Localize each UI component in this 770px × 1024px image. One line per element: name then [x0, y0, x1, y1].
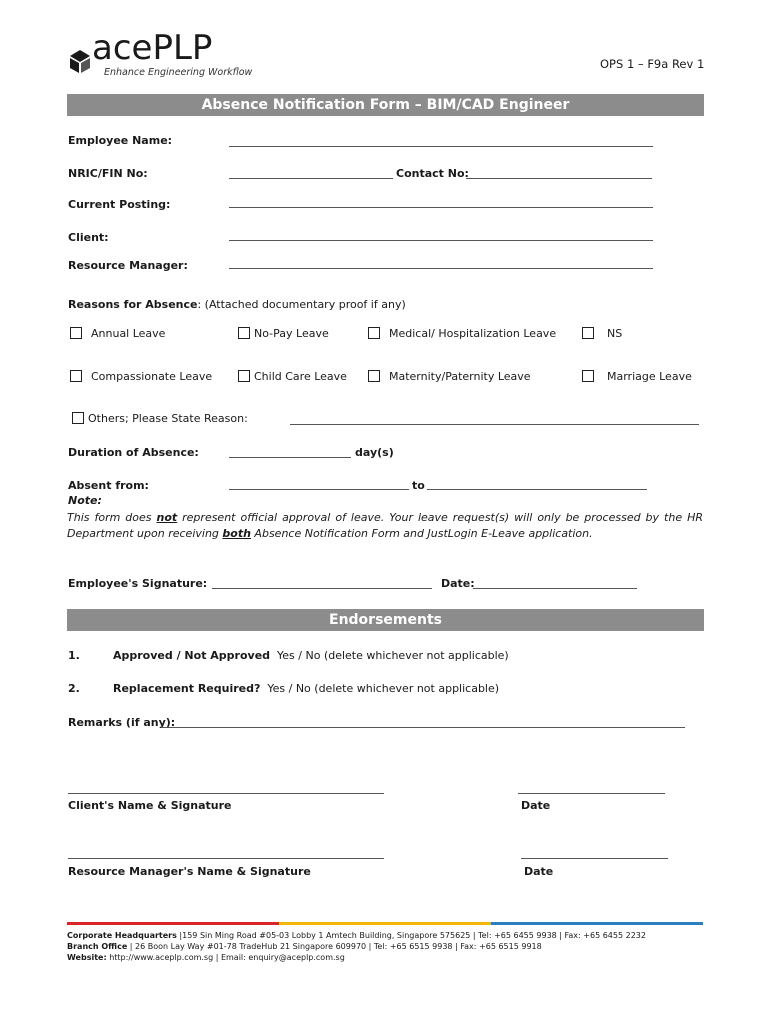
footer-stripe-blue	[491, 922, 703, 925]
nric-label: NRIC/FIN No:	[68, 167, 148, 180]
footer-branch-text: | 26 Boon Lay Way #01-78 TradeHub 21 Singapore 609970 | Tel: +65 6515 9938 | Fax: +65 6515 9918	[127, 942, 542, 951]
doc-code: OPS 1 – F9a Rev 1	[600, 57, 705, 71]
nric-field[interactable]	[229, 178, 393, 179]
footer-website-text: http://www.aceplp.com.sg | Email: enquiry@aceplp.com.sg	[106, 953, 345, 962]
note-part2: represent official approval of leave. Your leave request(s) will only be processed by the HR Department upon receiving	[67, 511, 703, 540]
footer-stripe-red	[67, 922, 279, 925]
reasons-label: Reasons for Absence	[68, 298, 198, 311]
note-part3: Absence Notification Form and JustLogin E-Leave application.	[250, 527, 593, 540]
footer-website-label: Website:	[67, 953, 107, 962]
remarks-field[interactable]	[161, 727, 685, 728]
logo-text: acePLP	[92, 28, 213, 68]
endorsements-title-bar: Endorsements	[67, 609, 704, 631]
footer-stripe	[67, 922, 703, 925]
days-suffix: day(s)	[355, 446, 394, 459]
medical-leave-label: Medical/ Hospitalization Leave	[389, 327, 557, 340]
reasons-hint: : (Attached documentary proof if any)	[197, 298, 406, 311]
nopay-leave-checkbox[interactable]	[238, 327, 250, 339]
client-date-label: Date	[521, 799, 551, 812]
note-text	[67, 510, 703, 542]
absent-from-field[interactable]	[229, 489, 409, 490]
absent-to-field[interactable]	[427, 489, 647, 490]
marriage-leave-label: Marriage Leave	[607, 370, 692, 383]
approved-hint: Yes / No (delete whichever not applicable)	[277, 649, 509, 662]
compassionate-leave-label: Compassionate Leave	[91, 370, 213, 383]
maternity-leave-checkbox[interactable]	[368, 370, 380, 382]
remarks-label: Remarks (if any):	[68, 716, 176, 729]
others-label: Others; Please State Reason:	[88, 412, 248, 425]
endorse-item2	[113, 682, 499, 695]
client-label: Client:	[68, 231, 109, 244]
annual-leave-label: Annual Leave	[91, 327, 166, 340]
posting-field[interactable]	[229, 207, 653, 208]
employee-signature-field[interactable]	[212, 588, 432, 589]
client-signature-label: Client's Name & Signature	[68, 799, 232, 812]
client-date-field[interactable]	[518, 793, 665, 794]
contact-field[interactable]	[466, 178, 652, 179]
duration-label: Duration of Absence:	[68, 446, 199, 459]
employee-name-field[interactable]	[229, 146, 653, 147]
note-not: not	[156, 511, 178, 524]
rm-date-field[interactable]	[521, 858, 668, 859]
replacement-hint: Yes / No (delete whichever not applicable)	[267, 682, 500, 695]
replacement-label: Replacement Required?	[113, 682, 261, 695]
note-both: both	[222, 527, 251, 540]
annual-leave-checkbox[interactable]	[70, 327, 82, 339]
others-checkbox[interactable]	[72, 412, 84, 424]
footer-branch-label: Branch Office	[67, 942, 128, 951]
others-reason-field[interactable]	[290, 424, 699, 425]
logo-tagline: Enhance Engineering Workflow	[104, 67, 253, 78]
note-label: Note:	[68, 494, 102, 507]
posting-label: Current Posting:	[68, 198, 171, 211]
client-signature-field[interactable]	[68, 793, 384, 794]
footer-hq	[67, 931, 646, 940]
footer-hq-text: |159 Sin Ming Road #05-03 Lobby 1 Amtech Building, Singapore 575625 | Tel: +65 6455 9938 | Fax: +65 6455 2232	[176, 931, 646, 940]
duration-field[interactable]	[229, 457, 351, 458]
endorse-item1	[113, 649, 509, 662]
medical-leave-checkbox[interactable]	[368, 327, 380, 339]
footer-branch	[67, 942, 542, 951]
footer-website	[67, 953, 345, 962]
ns-label: NS	[607, 327, 623, 340]
employee-signature-label: Employee's Signature:	[68, 577, 208, 590]
reasons-heading	[68, 298, 406, 311]
contact-label: Contact No:	[396, 167, 469, 180]
client-field[interactable]	[229, 240, 653, 241]
resource-manager-label: Resource Manager:	[68, 259, 188, 272]
footer-hq-label: Corporate Headquarters	[67, 931, 177, 940]
absent-from-label: Absent from:	[68, 479, 149, 492]
note-part1: This form does	[67, 511, 157, 524]
form-title-bar: Absence Notification Form – BIM/CAD Engineer	[67, 94, 704, 116]
rm-signature-field[interactable]	[68, 858, 384, 859]
signature-date-field[interactable]	[473, 588, 637, 589]
maternity-leave-label: Maternity/Paternity Leave	[389, 370, 531, 383]
employee-name-label: Employee Name:	[68, 134, 173, 147]
endorse-item2-num: 2.	[68, 682, 80, 695]
to-label: to	[412, 479, 425, 492]
logo	[68, 28, 268, 82]
nopay-leave-label: No-Pay Leave	[254, 327, 329, 340]
footer-stripe-yellow	[279, 922, 491, 925]
rm-date-label: Date	[524, 865, 554, 878]
approved-label: Approved / Not Approved	[113, 649, 271, 662]
childcare-leave-checkbox[interactable]	[238, 370, 250, 382]
signature-date-label: Date:	[441, 577, 475, 590]
endorse-item1-num: 1.	[68, 649, 80, 662]
ns-checkbox[interactable]	[582, 327, 594, 339]
resource-manager-field[interactable]	[229, 268, 653, 269]
childcare-leave-label: Child Care Leave	[254, 370, 347, 383]
rm-signature-label: Resource Manager's Name & Signature	[68, 865, 311, 878]
marriage-leave-checkbox[interactable]	[582, 370, 594, 382]
compassionate-leave-checkbox[interactable]	[70, 370, 82, 382]
